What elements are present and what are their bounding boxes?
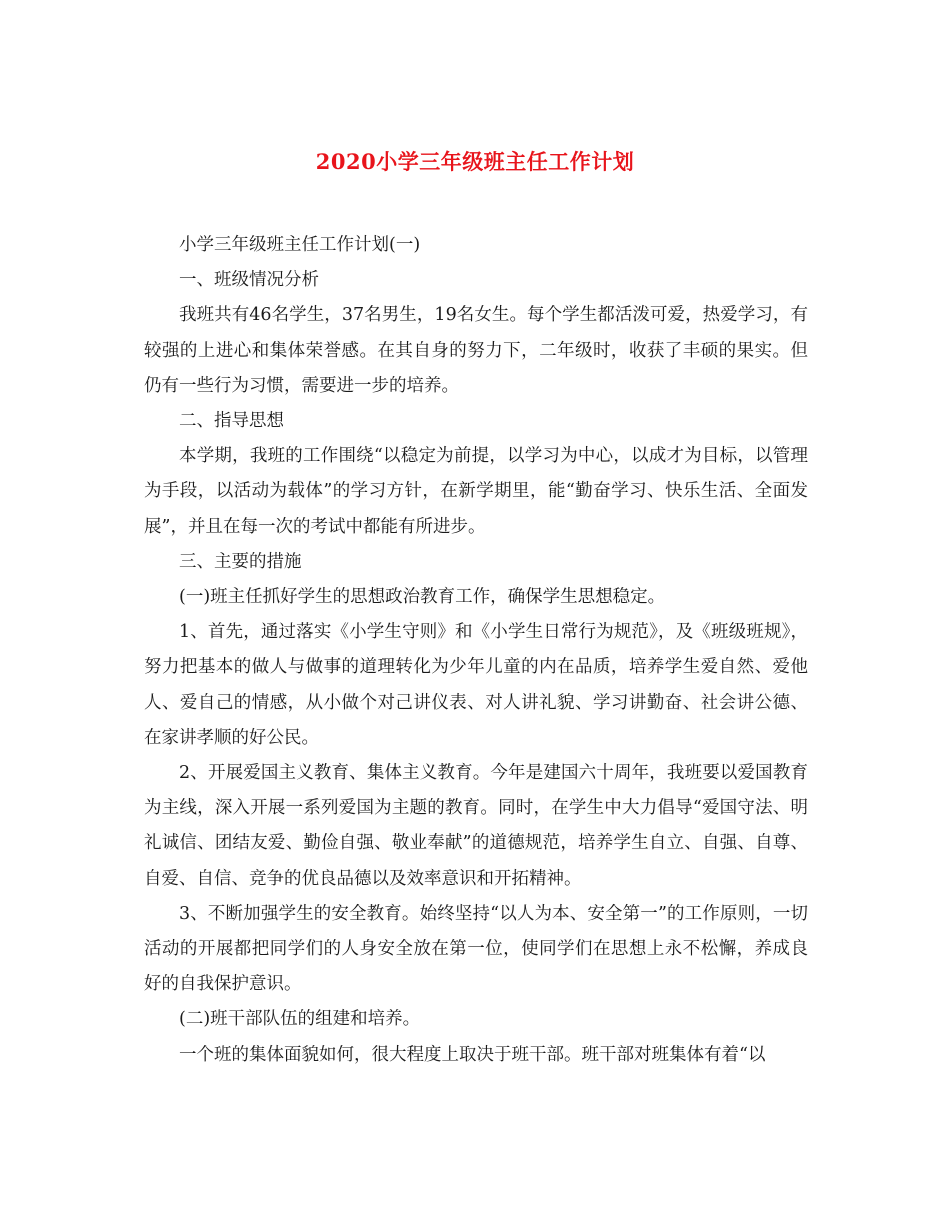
paragraph-section-3-heading: 三、主要的措施 <box>179 551 302 572</box>
paragraph-section-1-heading: 一、班级情况分析 <box>179 270 319 291</box>
paragraph-guiding-idea: 本学期，我班的工作围绕“以稳定为前提，以学习为中心，以成才为目标，以管理为手段，以活动为载体”的学习方针，在新学期里，能“勤奋学习、快乐生活、全面发展”，并且在每一次的考试中都能有所进步。 <box>144 446 808 537</box>
document-title: 2020小学三年级班主任工作计划 <box>315 149 635 174</box>
document-body <box>144 228 808 1073</box>
paragraph-plan-heading: 小学三年级班主任工作计划(一) <box>179 235 421 255</box>
paragraph-class-cadres: 一个班的集体面貌如何，很大程度上取决于班干部。班干部对班集体有着“以 <box>179 1044 766 1065</box>
paragraph-section-2-heading: 二、指导思想 <box>179 411 284 432</box>
paragraph-subsection-1-heading: (一)班主任抓好学生的思想政治教育工作，确保学生思想稳定。 <box>179 587 666 608</box>
paragraph-measure-2: 2、开展爱国主义教育、集体主义教育。今年是建国六十周年，我班要以爱国教育为主线，深入开展一系列爱国为主题的教育。同时，在学生中大力倡导“爱国守法、明礼诚信、团结友爱、勤俭自强、敬业奉献”的道德规范，培养学生自立、自强、自尊、自爱、自信、竞争的优良品德以及效率意识和开拓精神。 <box>144 763 808 889</box>
paragraph-measure-3: 3、不断加强学生的安全教育。始终坚持“以人为本、安全第一”的工作原则，一切活动的开展都把同学们的人身安全放在第一位，使同学们在思想上永不松懈，养成良好的自我保护意识。 <box>144 903 808 995</box>
paragraph-class-analysis: 我班共有46名学生，37名男生，19名女生。每个学生都活泼可爱，热爱学习，有较强的上进心和集体荣誉感。在其自身的努力下，二年级时，收获了丰硕的果实。但仍有一些行为习惯，需要进一步的培养。 <box>144 305 808 396</box>
paragraph-subsection-2-heading: (二)班干部队伍的组建和培养。 <box>179 1009 421 1030</box>
paragraph-measure-1: 1、首先，通过落实《小学生守则》和《小学生日常行为规范》，及《班级班规》，努力把基本的做人与做事的道理转化为少年儿童的内在品质，培养学生爱自然、爱他人、爱自己的情感，从小做个对己讲仪表、对人讲礼貌、学习讲勤奋、社会讲公德、在家讲孝顺的好公民。 <box>144 622 808 748</box>
